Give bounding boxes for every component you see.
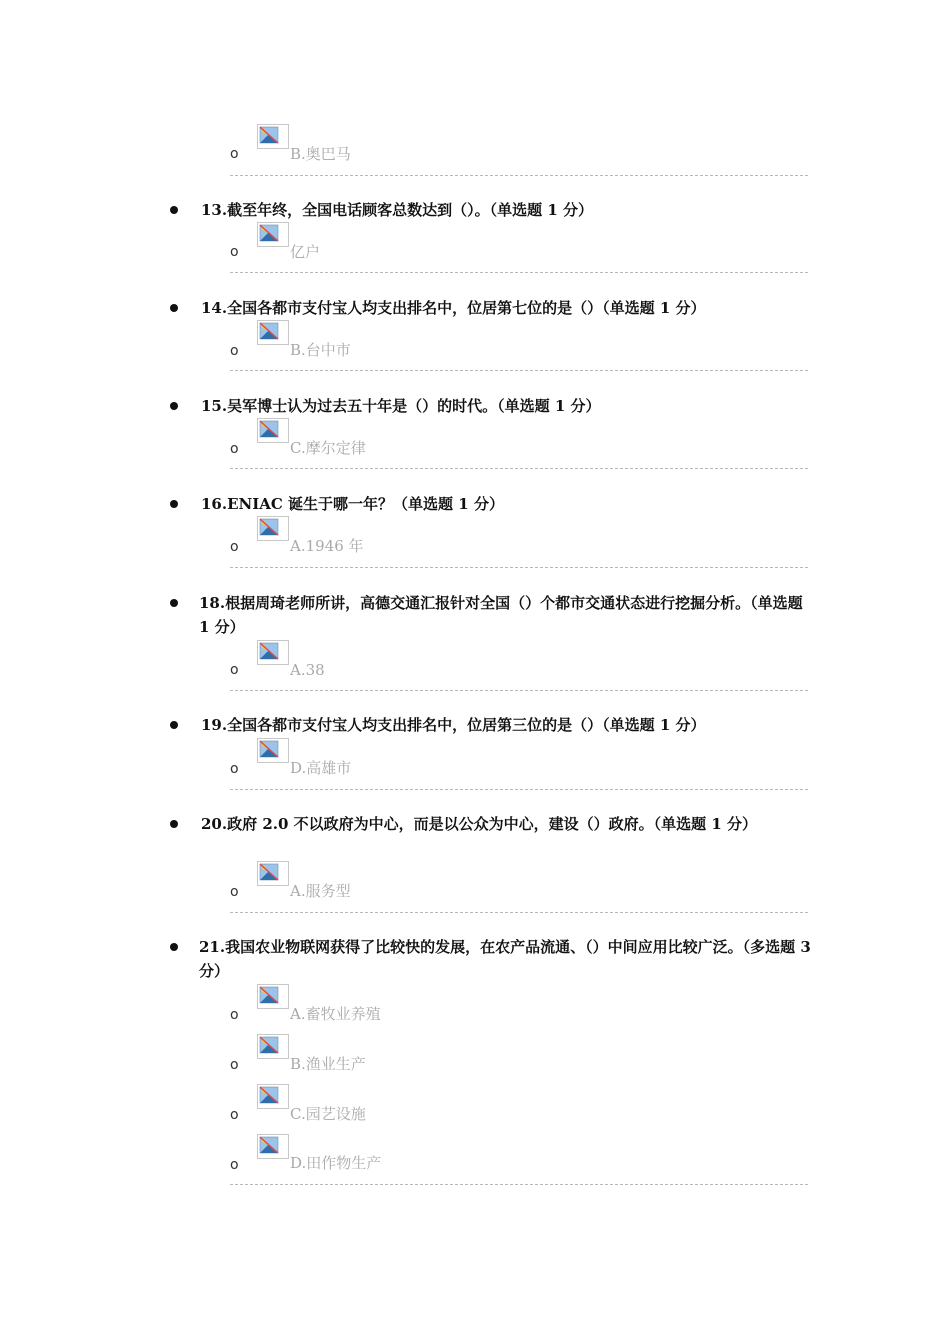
question-bullet — [170, 500, 178, 508]
separator — [230, 1184, 808, 1185]
option-marker: o — [230, 1007, 239, 1023]
option-marker: o — [230, 761, 239, 777]
option-text[interactable]: B.台中市 — [290, 341, 351, 359]
broken-image-icon — [257, 738, 289, 763]
option-text[interactable]: D.高雄市 — [290, 759, 352, 777]
broken-image-icon — [257, 1034, 289, 1059]
option-marker: o — [230, 146, 239, 162]
option-marker: o — [230, 1157, 239, 1173]
separator — [230, 175, 808, 176]
question-bullet — [170, 402, 178, 410]
option-text[interactable]: C.园艺设施 — [290, 1105, 366, 1123]
question-text: 16.ENIAC 诞生于哪一年？（单选题 1 分） — [201, 495, 504, 513]
broken-image-icon — [257, 320, 289, 345]
option-text[interactable]: B.奥巴马 — [290, 145, 351, 163]
option-marker: o — [230, 884, 239, 900]
question-bullet — [170, 206, 178, 214]
separator — [230, 272, 808, 273]
separator — [230, 567, 808, 568]
question-bullet — [170, 304, 178, 312]
option-marker: o — [230, 539, 239, 555]
broken-image-icon — [257, 1084, 289, 1109]
option-marker: o — [230, 343, 239, 359]
option-marker: o — [230, 1107, 239, 1123]
option-marker: o — [230, 662, 239, 678]
question-bullet — [170, 721, 178, 729]
option-text[interactable]: 亿户 — [290, 243, 321, 261]
broken-image-icon — [257, 124, 289, 149]
question-text: 15.吴军博士认为过去五十年是（）的时代。（单选题 1 分） — [201, 397, 601, 415]
option-marker: o — [230, 244, 239, 260]
broken-image-icon — [257, 861, 289, 886]
question-text: 21.我国农业物联网获得了比较快的发展，在农产品流通、（）中间应用比较广泛。（多选题 3 分） — [199, 938, 811, 980]
broken-image-icon — [257, 516, 289, 541]
question-text: 13.截至年终，全国电话顾客总数达到（）。（单选题 1 分） — [201, 201, 593, 219]
broken-image-icon — [257, 640, 289, 665]
question-text: 19.全国各都市支付宝人均支出排名中，位居第三位的是（）（单选题 1 分） — [201, 716, 706, 734]
option-text[interactable]: A.服务型 — [290, 882, 351, 900]
option-text[interactable]: D.田作物生产 — [290, 1154, 382, 1172]
separator — [230, 690, 808, 691]
broken-image-icon — [257, 984, 289, 1009]
question-text: 20.政府 2.0 不以政府为中心，而是以公众为中心，建设（）政府。（单选题 1 分） — [201, 815, 758, 833]
broken-image-icon — [257, 418, 289, 443]
option-text[interactable]: A.畜牧业养殖 — [290, 1005, 381, 1023]
option-text[interactable]: B.渔业生产 — [290, 1055, 366, 1073]
broken-image-icon — [257, 1134, 289, 1159]
separator — [230, 468, 808, 469]
question-bullet — [170, 599, 178, 607]
option-text[interactable]: A.1946 年 — [290, 537, 364, 555]
option-marker: o — [230, 441, 239, 457]
option-text[interactable]: C.摩尔定律 — [290, 439, 366, 457]
option-text[interactable]: A.38 — [290, 661, 325, 679]
question-bullet — [170, 943, 178, 951]
separator — [230, 789, 808, 790]
question-bullet — [170, 820, 178, 828]
broken-image-icon — [257, 222, 289, 247]
option-marker: o — [230, 1057, 239, 1073]
question-text: 18.根据周琦老师所讲，高德交通汇报针对全国（）个都市交通状态进行挖掘分析。（单选题 1 分） — [199, 594, 803, 636]
separator — [230, 912, 808, 913]
separator — [230, 370, 808, 371]
question-text: 14.全国各都市支付宝人均支出排名中，位居第七位的是（）（单选题 1 分） — [201, 299, 706, 317]
